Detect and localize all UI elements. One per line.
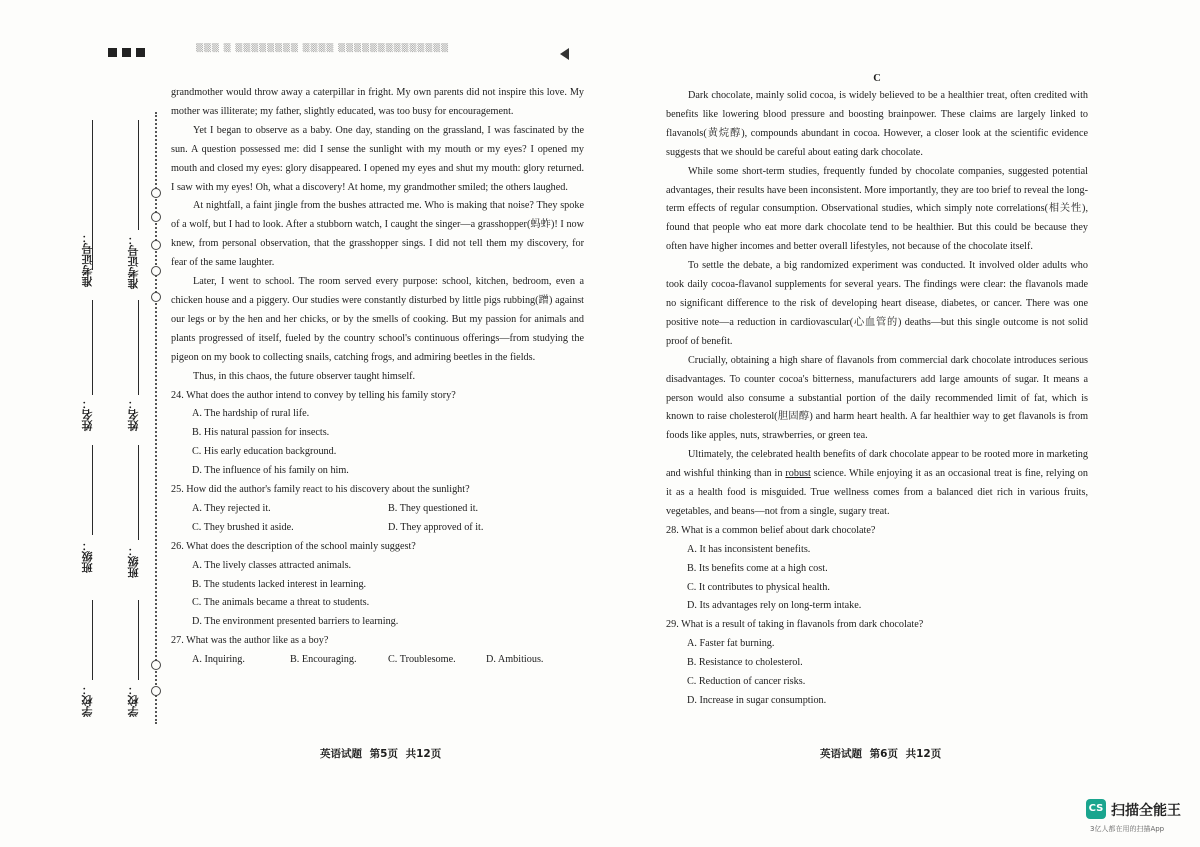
exam-no-label: 准考证号：	[81, 232, 94, 287]
passage-paragraph-last	[666, 446, 1088, 522]
binding-margin	[0, 0, 170, 847]
watermark-tagline: 3亿人都在用的扫描App	[1090, 825, 1165, 833]
option-29a: A. Faster fat burning.	[687, 638, 775, 650]
last-para-after: science. While enjoying it as an occasional treat is fine, relying on it as a health food is misguided. True wellness comes from a balanced diet rich in various fruits, vegetables, and beans—not from a single, sugary treat.	[666, 468, 1088, 517]
class-line-inner	[138, 445, 139, 540]
underlined-word: robust	[785, 468, 811, 480]
name-label-inner: 姓名：	[127, 398, 140, 431]
option-28a: A. It has inconsistent benefits.	[687, 543, 811, 555]
option-25d: D. They approved of it.	[388, 521, 484, 533]
option-27a: A. Inquiring.	[192, 654, 245, 666]
exam-no-label-inner: 准考证号：	[127, 234, 140, 289]
option-29b: B. Resistance to cholesterol.	[687, 657, 803, 669]
option-25a: A. They rejected it.	[192, 502, 271, 514]
school-label-inner: 学校：	[127, 684, 140, 717]
binding-hole	[151, 686, 161, 696]
passage-paragraph: Dark chocolate, mainly solid cocoa, is widely believed to be a healthier treat, often credited with benefits like lowering blood pressure and boosting brainpower. These claims are largely linked to flavanols(黄烷醇), compounds abundant in cocoa. However, a closer look at the scientific evidence suggests that we should be careful about eating dark chocolate.	[666, 90, 1088, 158]
option-25b: B. They questioned it.	[388, 502, 479, 514]
school-label: 学校：	[81, 684, 94, 717]
camscanner-logo-icon: CS	[1086, 799, 1106, 819]
class-label-inner: 班级：	[127, 545, 140, 578]
last-para-before: Ultimately, the celebrated health benefits of dark chocolate appear to be rooted more in marketing and wishful thinking than in	[666, 449, 1088, 480]
option-27d: D. Ambitious.	[486, 654, 544, 666]
cut-line	[155, 112, 157, 724]
class-label: 班级：	[81, 540, 94, 573]
passage-paragraph: Later, I went to school. The room served every purpose: school, kitchen, bedroom, even a chicken house and a piggery. Our studies were constantly disturbed by little pigs rubbing(蹭) against our legs or by the hen and her chicks, or by the smells of cooking. But my passion for animals and plants progressed of itself, fueled by the country school's continuous offerings—from studying the pigeon on my book to collecting snails, catching frogs, and admiring beetles in the fields.	[171, 276, 584, 363]
options-27-row	[171, 651, 584, 670]
passage-paragraph: At nightfall, a faint jingle from the bushes attracted me. Who is making that noise? They spoke of a wolf, but I had to look. After a stubborn watch, I caught the singer—a grasshopper(蚂蚱)! I now knew, from personal observation, that the grasshopper sings. I did not tell them my discovery, for fear of the same laughter.	[171, 200, 584, 269]
name-label: 姓名：	[81, 398, 94, 431]
right-page	[666, 73, 1088, 711]
option-29d: D. Increase in sugar consumption.	[687, 695, 827, 706]
binding-hole	[151, 292, 161, 302]
option-27c: C. Troublesome.	[388, 654, 456, 666]
binding-hole	[151, 212, 161, 222]
section-letter: C	[873, 73, 881, 84]
option-24d: D. The influence of his family on him.	[192, 465, 349, 477]
question-27: 27. What was the author like as a boy?	[171, 635, 329, 647]
exam-no-line-inner	[138, 120, 139, 230]
binding-hole	[151, 240, 161, 250]
option-28c: C. It contributes to physical health.	[687, 581, 830, 593]
question-25: 25. How did the author's family react to his discovery about the sunlight?	[171, 484, 470, 496]
option-26b: B. The students lacked interest in learning.	[192, 578, 367, 590]
question-24: 24. What does the author intend to convey by telling his family story?	[171, 389, 456, 401]
school-line	[92, 600, 93, 680]
page-turn-arrow-icon	[560, 48, 569, 60]
school-line-inner	[138, 600, 139, 680]
passage-paragraph: To settle the debate, a big randomized experiment was conducted. It involved older adults who took daily cocoa-flavanol supplements for several years. The findings were clear: the flavanols made no significant difference to the risk of developing heart disease, diabetes, or cancer. There was one positive note—a reduction in cardiovascular(心血管的) deaths—but this single outcome is not solid proof of benefit.	[666, 260, 1088, 347]
options-25-row1	[171, 500, 584, 519]
option-27b: B. Encouraging.	[290, 654, 357, 666]
option-26d: D. The environment presented barriers to learning.	[192, 616, 399, 628]
option-26c: C. The animals became a threat to students.	[192, 597, 370, 609]
left-page	[171, 84, 584, 670]
option-28d: D. Its advantages rely on long-term intake.	[687, 600, 862, 612]
passage-paragraph: Yet I began to observe as a baby. One day, standing on the grassland, I was fascinated by the sun. A question possessed me: did I sense the sunlight with my mouth or my eyes? I opened my mouth and closed my eyes: glory disappeared. I opened my eyes and shut my mouth: glory returned. I saw with my eyes! Oh, what a discovery! At home, my grandmother smiled; the others laughed.	[171, 124, 584, 193]
question-26: 26. What does the description of the school mainly suggest?	[171, 540, 416, 552]
page-footer-left: 英语试题 第5页 共12页	[320, 748, 442, 760]
question-29: 29. What is a result of taking in flavanols from dark chocolate?	[666, 619, 924, 631]
option-24b: B. His natural passion for insects.	[192, 427, 330, 439]
passage-paragraph: Thus, in this chaos, the future observer taught himself.	[193, 370, 416, 382]
passage-paragraph: Crucially, obtaining a high share of flavanols from commercial dark chocolate introduces serious disadvantages. To counter cocoa's bitterness, manufacturers add large amounts of sugar. It means a person would also consume a substantial portion of the daily recommended limit of fat, which is known to raise cholesterol(胆固醇) and harm heart health. A far healthier way to get flavanols is from foods like apples, nuts, strawberries, or green tea.	[666, 354, 1088, 442]
name-line-inner	[138, 300, 139, 395]
name-line	[92, 300, 93, 395]
options-25-row2	[171, 519, 584, 538]
question-28: 28. What is a common belief about dark chocolate?	[666, 524, 876, 536]
header-bleed-text: ▒▒▒ ▒ ▒▒▒▒▒▒▒▒ ▒▒▒▒ ▒▒▒▒▒▒▒▒▒▒▒▒▒▒	[196, 43, 450, 53]
option-24a: A. The hardship of rural life.	[192, 408, 310, 420]
option-28b: B. Its benefits come at a high cost.	[687, 562, 828, 574]
page-footer-right: 英语试题 第6页 共12页	[820, 748, 942, 760]
passage-paragraph: grandmother would throw away a caterpillar in fright. My own parents did not inspire this love. My mother was illiterate; my father, slightly educated, was too busy for encouragement.	[171, 87, 584, 117]
option-29c: C. Reduction of cancer risks.	[687, 676, 806, 688]
binding-hole	[151, 660, 161, 670]
option-25c: C. They brushed it aside.	[192, 521, 294, 533]
option-26a: A. The lively classes attracted animals.	[192, 559, 352, 571]
binding-hole	[151, 266, 161, 276]
option-24c: C. His early education background.	[192, 446, 337, 458]
watermark-name: 扫描全能王	[1111, 803, 1181, 819]
class-line	[92, 445, 93, 535]
binding-hole	[151, 188, 161, 198]
passage-paragraph: While some short-term studies, frequently funded by chocolate companies, suggested potential advantages, their results have been inconsistent. More importantly, they are too brief to reveal the long-term effects of regular consumption. Observational studies, which simply note correlations(相关性), found that people who eat more dark chocolate tend to be healthier. But this could be because they often have higher incomes and better overall lifestyles, not because of the chocolate itself.	[666, 165, 1088, 253]
